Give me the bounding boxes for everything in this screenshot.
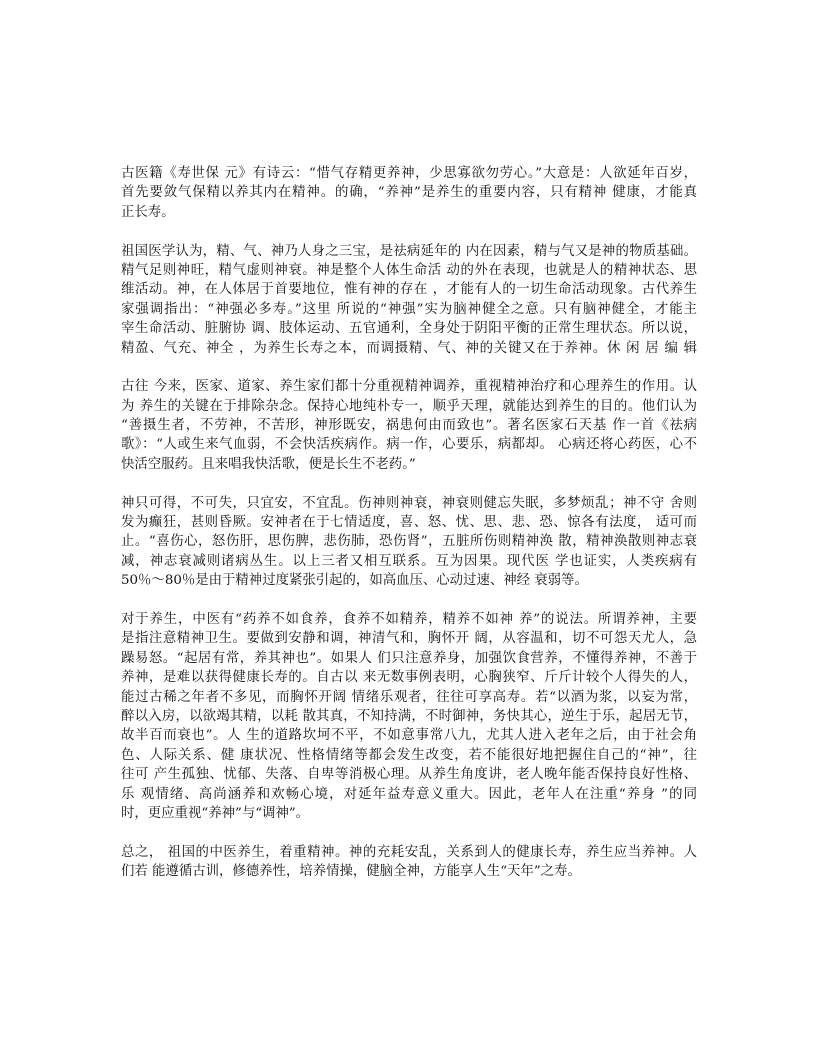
paragraph-ancient-views bbox=[121, 377, 697, 474]
text-line: 发为癫狂，甚则昏厥。安神者在于七情适度，喜、怒、忧、思、悲、恐、惊各有法度， 适可而 bbox=[121, 515, 697, 531]
text-line: 神只可得，不可失，只宜安，不宜乱。伤神则神衰，神衰则健忘失眠，多梦烦乱；神不守 舍则 bbox=[121, 495, 697, 511]
text-line: 对于养生，中医有“药养不如食养，食养不如精养，精养不如神 养”的说法。所谓养神，主要 bbox=[121, 611, 697, 627]
text-line: 古医籍《寿世保 元》有诗云：“惜气存精更养神，少思寡欲勿劳心。”大意是：人欲延年百岁， bbox=[121, 166, 697, 181]
text-line: 减，神志衰减则诸病丛生。以上三者又相互联系。互为因果。现代医 学也证实，人类疾病有 bbox=[121, 553, 697, 569]
text-line: 躁易怒。“起居有常，养其神也”。如果人 们只注意养身，加强饮食营养，不懂得养神，不善于 bbox=[121, 650, 697, 666]
paragraph-conclusion bbox=[121, 843, 697, 882]
text-line: 故半百而衰也”。人 生的道路坎坷不平，不如意事常八九，尤其人进入老年之后，由于社会角 bbox=[121, 728, 697, 744]
paragraph-three-treasures bbox=[121, 242, 697, 358]
paragraph-emotions bbox=[121, 494, 697, 591]
text-line: 维活动。神，在人体居于首要地位，惟有神的存在 ，才能有人的一切生命活动现象。古代养生 bbox=[121, 282, 697, 298]
text-line: 50％～80％是由于精神过度紧张引起的，如高血压、心动过速、神经 衰弱等。 bbox=[121, 573, 588, 589]
text-line: 正长寿。 bbox=[121, 204, 175, 220]
text-line: 祖国医学认为，精、气、神乃人身之三宝，是祛病延年的 内在因素，精与气又是神的物质基础。 bbox=[121, 243, 697, 259]
text-line: 精气足则神旺，精气虚则神衰。神是整个人体生命活 动的外在表现，也就是人的精神状态、思 bbox=[121, 262, 697, 278]
text-line: 总之， 祖国的中医养生，着重精神。神的充耗安乱，关系到人的健康长寿，养生应当养神。人 bbox=[121, 844, 697, 860]
document-page bbox=[121, 164, 697, 901]
text-line: 色、人际关系、健 康状况、性格情绪等都会发生改变，若不能很好地把握住自己的“神”，往 bbox=[121, 747, 697, 763]
text-line: 精盈、气充、神全 ，为养生长寿之本，而调摄精、气、神的关键又在于养神。休 闲 居 编 辑 bbox=[121, 340, 697, 356]
text-line: 乐 观情绪、高尚涵养和欢畅心境，对延年益寿意义重大。因此，老年人在注重“养身 ”的同 bbox=[121, 786, 697, 802]
text-line: 首先要敛气保精以养其内在精神。的确，“养神”是养生的重要内容，只有精神 健康，才能真 bbox=[121, 185, 697, 201]
text-line: 古往 今来，医家、道家、养生家们都十分重视精神调养，重视精神治疗和心理养生的作用。认 bbox=[121, 379, 697, 395]
text-line: 往可 产生孤独、忧郁、失落、自卑等消极心理。从养生角度讲，老人晚年能否保持良好性格、 bbox=[121, 767, 697, 783]
text-line: “善摄生者，不劳神，不苦形，神形既安，祸患何由而致也”。著名医家石天基 作一首《祛病 bbox=[121, 418, 697, 434]
paragraph-nurturing-spirit bbox=[121, 610, 697, 823]
text-line: 时，更应重视“养神”与“调神”。 bbox=[121, 805, 310, 821]
text-line: 止。“喜伤心，怒伤肝，思伤脾，悲伤肺，恐伤肾”，五脏所伤则精神涣 散，精神涣散则神志衰 bbox=[121, 534, 697, 550]
text-line: 宰生命活动、脏腑协 调、肢体运动、五官通利，全身处于阴阳平衡的正常生理状态。所以说， bbox=[121, 321, 697, 337]
text-line: 歌》：“人或生来气血弱，不会快活疾病作。病一作，心要乐，病都却。 心病还将心药医，心不 bbox=[121, 437, 697, 453]
text-line: 是指注意精神卫生。要做到安静和调，神清气和，胸怀开 阔，从容温和，切不可怨天尤人，急 bbox=[121, 631, 697, 647]
paragraph-intro bbox=[121, 164, 697, 222]
text-line: 能过古稀之年者不多见，而胸怀开阔 情绪乐观者，往往可享高寿。若“以酒为浆，以妄为常， bbox=[121, 689, 697, 705]
text-line: 醉以入房，以欲竭其精，以耗 散其真，不知持满，不时御神，务快其心，逆生于乐，起居无节， bbox=[121, 708, 697, 724]
text-line: 养神，是难以获得健康长寿的。自古以 来无数事例表明，心胸狭窄、斤斤计较个人得失的人， bbox=[121, 670, 697, 686]
text-line: 家强调指出：“神强必多寿。”这里 所说的“神强”实为脑神健全之意。只有脑神健全，才能主 bbox=[121, 301, 697, 317]
text-line: 快活空服药。且来唱我快活歌，便是长生不老药。” bbox=[121, 456, 416, 472]
text-line: 们若 能遵循古训，修德养性，培养情操，健脑全神，方能享人生“天年”之寿。 bbox=[121, 864, 581, 880]
text-line: 为 养生的关键在于排除杂念。保持心地纯朴专一，顺乎天理，就能达到养生的目的。他们认为 bbox=[121, 398, 697, 414]
